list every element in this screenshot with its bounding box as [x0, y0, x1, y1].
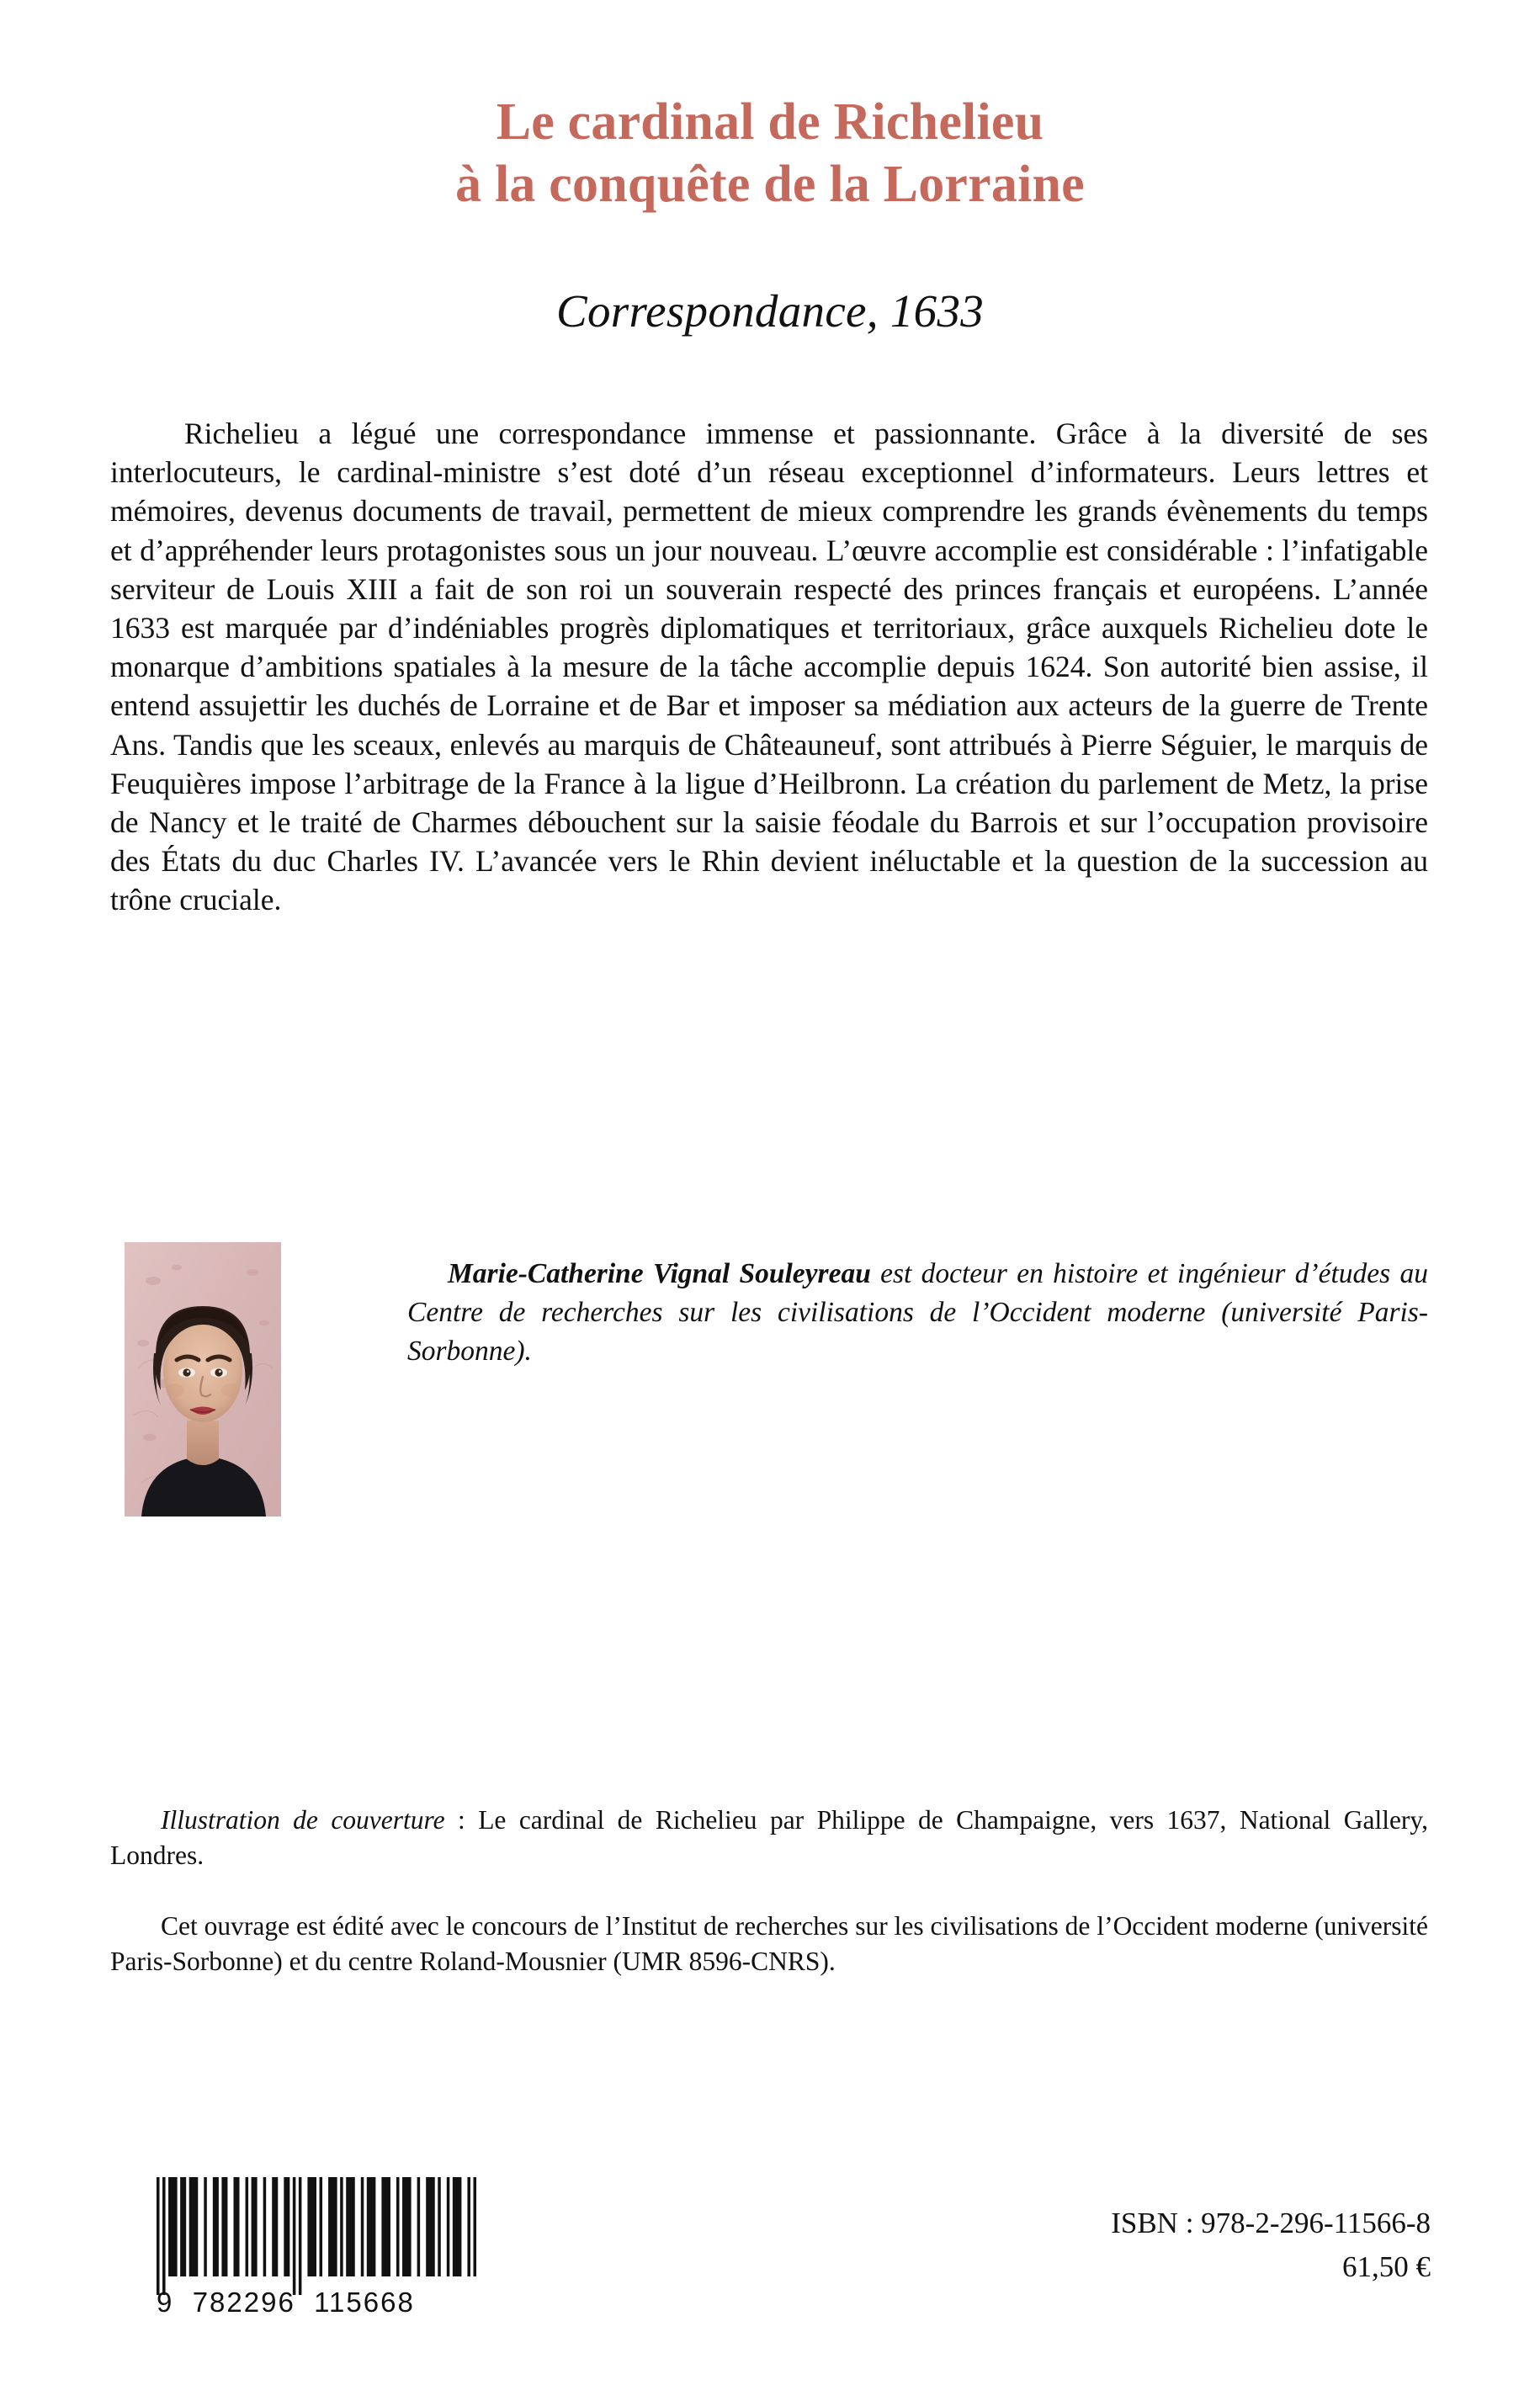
title-line-1: Le cardinal de Richelieu [496, 93, 1044, 151]
blurb-paragraph: Richelieu a légué une correspondance immense et passionnante. Grâce à la diversité de ses interlocuteurs, le cardinal-ministre s’est doté d’un réseau exceptionnel d’informateurs. Leurs lettres et mémoires, devenus documents de travail, permettent de mieux comprendre les grands évènements du temps et d’appréhender leurs protagonistes sous un jour nouveau. L’œuvre accomplie est considérable : l’infatigable serviteur de Louis XIII a fait de son roi un souverain respecté des princes français et européens. L’année 1633 est marquée par d’indéniables progrès diplomatiques et territoriaux, grâce auxquels Richelieu dote le monarque d’ambitions spatiales à la mesure de la tâche accomplie depuis 1624. Son autorité bien assise, il entend assujettir les duchés de Lorraine et de Bar et imposer sa médiation aux acteurs de la guerre de Trente Ans. Tandis que les sceaux, enlevés au marquis de Châteauneuf, sont attribués à Pierre Séguier, le marquis de Feuquières impose l’arbitrage de la France à la ligue d’Heilbronn. La création du parlement de Metz, la prise de Nancy et le traité de Charmes débouchent sur la saisie féodale du Barrois et sur l’occupation provisoire des États du duc Charles IV. L’avancée vers le Rhin devient inéluctable et la question de la succession au trône cruciale. [110, 417, 1428, 917]
barcode-digits: 9 782296 115668 [157, 2287, 415, 2318]
note-cover-illustration [110, 1803, 1428, 1873]
title-line-2: à la conquête de la Lorraine [455, 156, 1085, 213]
subtitle: Correspondance, 1633 [555, 285, 985, 337]
author-photo [125, 1242, 281, 1517]
isbn-block [1111, 2202, 1431, 2289]
author-bio [407, 1255, 1428, 1371]
author-name: Marie-Catherine Vignal Souleyreau [448, 1258, 871, 1289]
title-block [0, 91, 1540, 215]
note-funding: Cet ouvrage est édité avec le concours de l’Institut de recherches sur les civilisations de l’Occident moderne (université Paris-Sorbonne) et du centre Roland-Mousnier (UMR 8596-CNRS). [110, 1911, 1428, 1976]
illustration-label: Illustration de couverture [161, 1805, 445, 1835]
isbn-number: ISBN : 978-2-296-11566-8 [1111, 2207, 1431, 2239]
price: 61,50 € [1342, 2250, 1431, 2283]
illustration-text: : Le cardinal de Richelieu par Philippe de Champaigne, vers 1637, National Gallery, Londres. [110, 1805, 1428, 1870]
author-bio-rest: est docteur en histoire et ingénieur d’études au Centre de recherches sur les civilisations de l’Occident moderne (université Paris-Sorbonne). [407, 1258, 1428, 1367]
barcode [157, 2177, 476, 2324]
